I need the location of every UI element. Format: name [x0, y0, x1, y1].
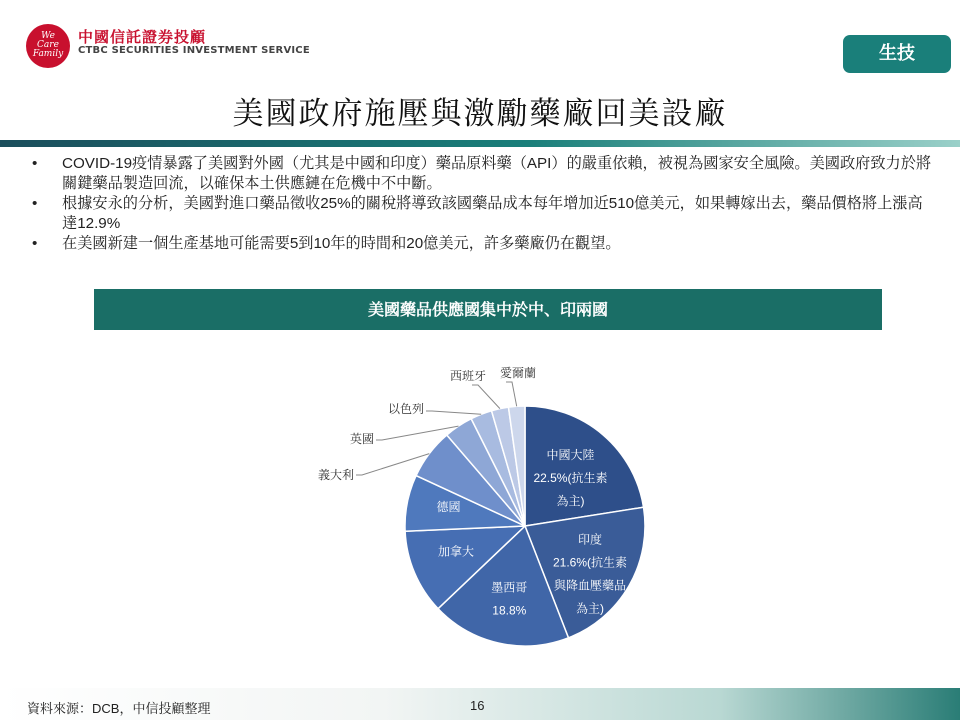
title-divider	[0, 140, 960, 147]
pie-chart	[300, 350, 680, 670]
bullet-item: • COVID-19疫情暴露了美國對外國（尤其是中國和印度）藥品原料藥（API）的嚴重依賴，被視為國家安全風險。美國政府致力於將關鍵藥品製造回流，以確保本土供應鏈在危機中不中斷。	[32, 154, 937, 194]
company-name-cn: 中國信託證券投顧	[78, 28, 207, 46]
pie-label-8: 西班牙	[449, 369, 487, 383]
leader-line-9	[506, 382, 517, 406]
slide-title: 美國政府施壓與激勵藥廠回美設廠	[232, 96, 728, 132]
page-number: 16	[470, 698, 485, 713]
pie-label-5: 義大利	[317, 468, 354, 482]
leader-line-7	[426, 411, 481, 414]
pie-label-3: 加拿大	[437, 544, 474, 559]
pie-label-7: 以色列	[387, 402, 424, 416]
leader-line-8	[472, 385, 500, 409]
pie-label-9: 愛爾蘭	[499, 366, 537, 380]
logo-text: We Care Family	[32, 31, 64, 59]
company-name-en: CTBC SECURITIES INVESTMENT SERVICE	[78, 45, 310, 56]
company-logo	[26, 24, 70, 68]
chart-banner: 美國藥品供應國集中於中、印兩國	[94, 289, 882, 330]
pie-label-6: 英國	[349, 432, 374, 446]
bullet-item: • 在美國新建一個生產基地可能需要5到10年的時間和20億美元，許多藥廠仍在觀望。	[32, 234, 937, 254]
pie-label-2: 墨西哥 18.8%	[491, 580, 528, 618]
bullet-list	[32, 154, 937, 254]
pie-slice-0	[525, 406, 644, 526]
sector-tag: 生技	[843, 35, 951, 73]
bullet-item: • 根據安永的分析，美國對進口藥品徵收25%的關稅將導致該國藥品成本每年增加近510億美元，如果轉嫁出去，藥品價格將上漲高達12.9%	[32, 194, 937, 234]
pie-label-0: 中國大陸 22.5%(抗生素為主)	[533, 447, 608, 508]
pie-label-4: 德國	[436, 499, 461, 514]
pie-label-1: 印度 21.6%(抗生素與降血壓藥品為主)	[553, 532, 628, 616]
source-note: 資料來源：DCB，中信投顧整理	[27, 701, 211, 716]
